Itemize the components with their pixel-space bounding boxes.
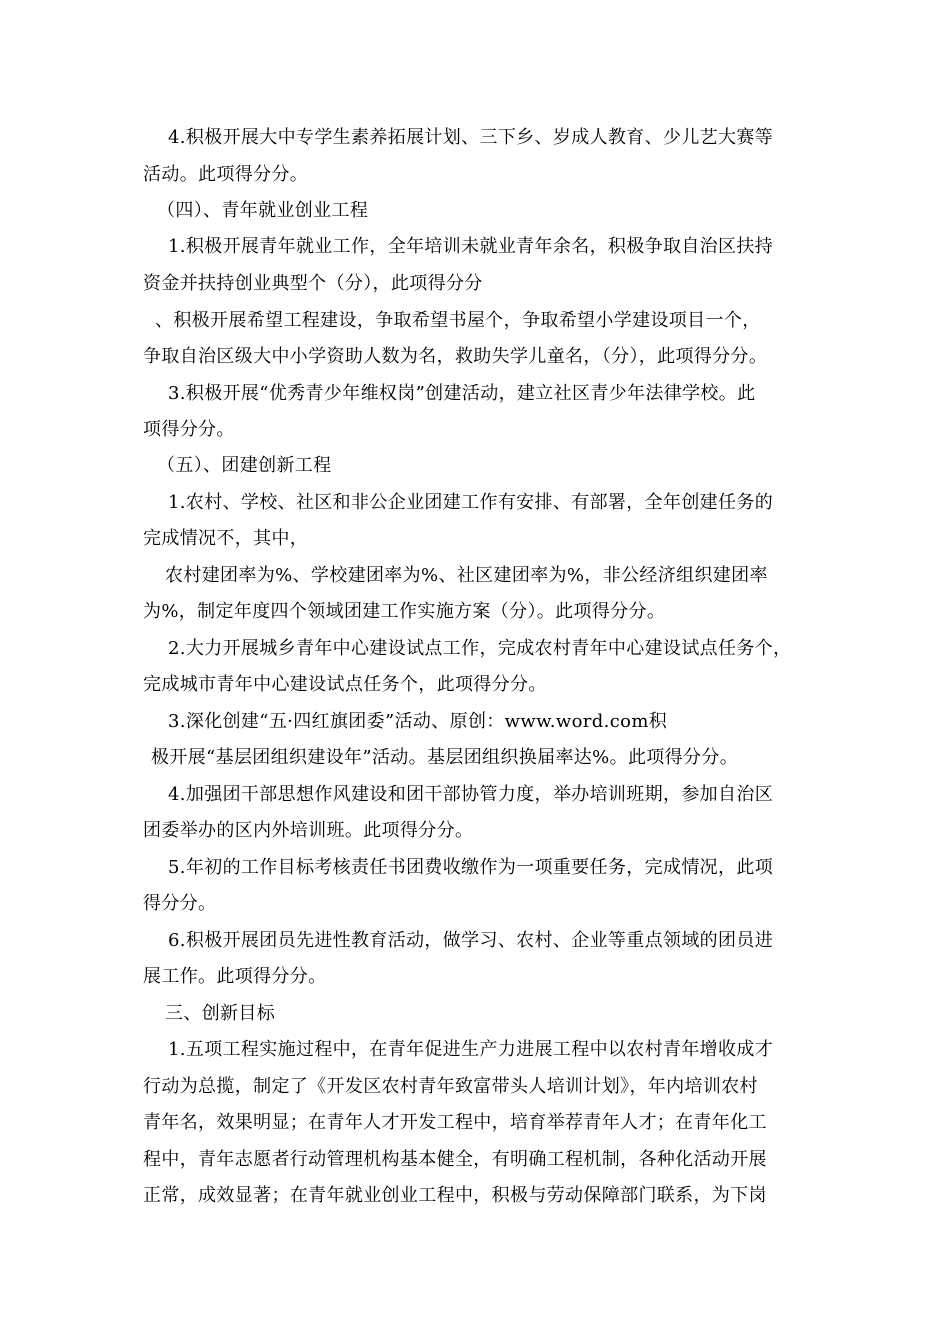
text-line: 团委举办的区内外培训班。此项得分分。 bbox=[143, 820, 474, 841]
text-line: 5.年初的工作目标考核责任书团费收缴作为一项重要任务，完成情况，此项 bbox=[168, 857, 774, 878]
text-line: 资金并扶持创业典型个（分），此项得分分 bbox=[143, 273, 483, 294]
text-line: 2.大力开展城乡青年中心建设试点工作，完成农村青年中心建设试点任务个， bbox=[168, 638, 792, 659]
text-line: 4.积极开展大中专学生素养拓展计划、三下乡、岁成人教育、少儿艺大赛等 bbox=[168, 127, 774, 148]
text-line: 完成情况不，其中， bbox=[143, 528, 309, 549]
text-line: 3.深化创建“五·四红旗团委”活动、原创：www.word.com积 bbox=[168, 711, 668, 732]
text-line: 展工作。此项得分分。 bbox=[143, 966, 327, 987]
text-line: 为%，制定年度四个领域团建工作实施方案（分）。此项得分分。 bbox=[143, 601, 666, 622]
text-line: 正常，成效显著；在青年就业创业工程中，积极与劳动保障部门联系，为下岗 bbox=[143, 1185, 767, 1206]
section-heading: （五）、团建创新工程 bbox=[157, 455, 332, 476]
text-line: 争取自治区级大中小学资助人数为名，救助失学儿童名，（分），此项得分分。 bbox=[143, 346, 768, 367]
text-line: 6.积极开展团员先进性教育活动，做学习、农村、企业等重点领域的团员进 bbox=[168, 930, 774, 951]
text-line: 项得分分。 bbox=[143, 419, 235, 440]
text-line: 青年名，效果明显；在青年人才开发工程中，培育举荐青年人才；在青年化工 bbox=[143, 1112, 767, 1133]
section-heading: 三、创新目标 bbox=[165, 1003, 276, 1024]
text-line: 1.积极开展青年就业工作，全年培训未就业青年余名，积极争取自治区扶持 bbox=[168, 236, 774, 257]
text-line: 1.五项工程实施过程中，在青年促进生产力进展工程中以农村青年增收成才 bbox=[168, 1039, 774, 1060]
text-line: 、积极开展希望工程建设，争取希望书屋个，争取希望小学建设项目一个， bbox=[155, 310, 761, 331]
text-line: 得分分。 bbox=[143, 893, 217, 914]
text-line: 极开展“基层团组织建设年”活动。基层团组织换届率达%。此项得分分。 bbox=[151, 747, 739, 768]
text-line: 3.积极开展“优秀青少年维权岗”创建活动，建立社区青少年法律学校。此 bbox=[168, 383, 756, 404]
text-line: 完成城市青年中心建设试点任务个，此项得分分。 bbox=[143, 674, 547, 695]
text-line: 农村建团率为%、学校建团率为%、社区建团率为%，非公经济组织建团率 bbox=[165, 565, 768, 586]
section-heading: （四）、青年就业创业工程 bbox=[157, 200, 369, 221]
text-line: 1.农村、学校、社区和非公企业团建工作有安排、有部署，全年创建任务的 bbox=[168, 492, 774, 513]
text-line: 程中，青年志愿者行动管理机构基本健全，有明确工程机制，各种化活动开展 bbox=[143, 1149, 767, 1170]
text-line: 行动为总揽，制定了《开发区农村青年致富带头人培训计划》，年内培训农村 bbox=[143, 1076, 758, 1097]
text-line: 4.加强团干部思想作风建设和团干部协管力度，举办培训班期，参加自治区 bbox=[168, 784, 774, 805]
text-line: 活动。此项得分分。 bbox=[143, 164, 309, 185]
